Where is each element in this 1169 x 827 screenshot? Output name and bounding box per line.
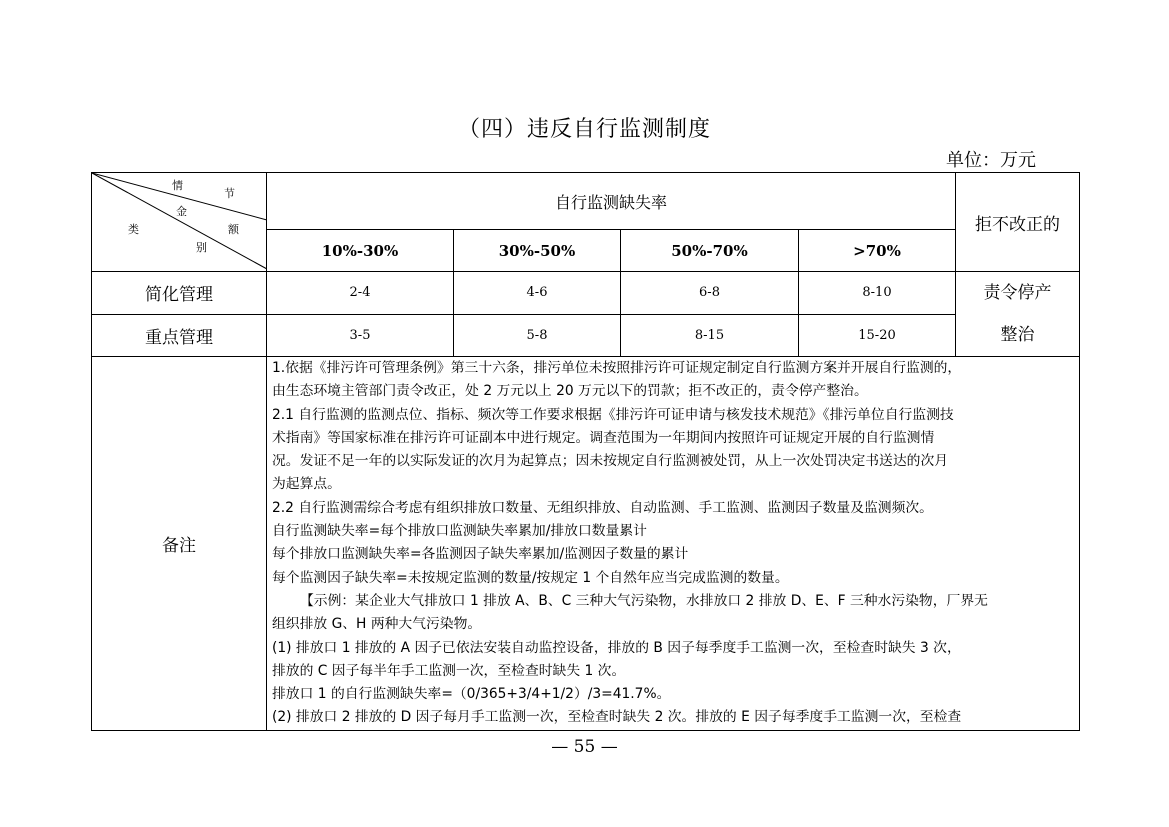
note-line: 术指南》等国家标准在排污许可证副本中进行规定。调查范围为一年期间内按照许可证规定开展的自行监测情 xyxy=(272,429,935,446)
note-line: (1) 排放口 1 排放的 A 因子已依法安装自动监控设备，排放的 B 因子每季度手工监测一次，至检查时缺失 3 次， xyxy=(272,639,961,656)
diagonal-header-cell xyxy=(92,173,267,272)
notes-content xyxy=(267,357,1080,731)
diag-label-e: 额 xyxy=(228,223,239,236)
diag-label-jin: 金 xyxy=(176,205,187,218)
note-line: 2.1 自行监测的监测点位、指标、频次等工作要求根据《排污许可证申请与核发技术规范》《排污单位自行监测技 xyxy=(272,406,954,423)
page-number: — 55 — xyxy=(551,737,618,757)
note-line: 每个排放口监测缺失率=各监测因子缺失率累加/监测因子数量的累计 xyxy=(272,546,689,563)
note-line: 为起算点。 xyxy=(272,476,341,493)
note-line: 组织排放 G、H 两种大气污染物。 xyxy=(272,616,482,633)
note-line: 排放口 1 的自行监测缺失率=（0/365+3/4+1/2）/3=41.7%。 xyxy=(272,686,671,703)
notes-label: 备注 xyxy=(92,357,267,731)
note-line: 1.依据《排污许可管理条例》第三十六条，排污单位未按照排污许可证规定制定自行监测方案并开展自行监测的， xyxy=(272,360,962,376)
range-header-2: 30%-50% xyxy=(454,230,621,272)
table-cell: 15-20 xyxy=(799,314,956,357)
refuse-result-cell xyxy=(956,272,1080,357)
unit-label: 单位：万元 xyxy=(946,150,1036,171)
note-line: 每个监测因子缺失率=未按规定监测的数量/按规定 1 个自然年应当完成监测的数量。 xyxy=(272,569,789,586)
note-line: 自行监测缺失率=每个排放口监测缺失率累加/排放口数量累计 xyxy=(272,523,647,540)
penalty-table xyxy=(91,172,1080,731)
note-line: 况。发证不足一年的以实际发证的次月为起算点；因未按规定自行监测被处罚，从上一次处罚决定书送达的次月 xyxy=(272,453,949,470)
note-line: 2.2 自行监测需综合考虑有组织排放口数量、无组织排放、自动监测、手工监测、监测因子数量及监测频次。 xyxy=(272,499,933,516)
row-label-simplified: 简化管理 xyxy=(92,272,267,315)
group-title: 自行监测缺失率 xyxy=(267,173,956,230)
note-line: 排放的 C 因子每半年手工监测一次，至检查时缺失 1 次。 xyxy=(272,662,626,679)
range-header-4: >70% xyxy=(799,230,956,272)
refuse-result-line1: 责令停产 xyxy=(983,283,1052,303)
table-cell: 8-15 xyxy=(621,314,799,357)
note-line: 【示例：某企业大气排放口 1 排放 A、B、C 三种大气污染物，水排放口 2 排放 D、E、F 三种水污染物，厂界无 xyxy=(300,592,988,609)
table-cell: 6-8 xyxy=(621,272,799,315)
refuse-result-line2: 整治 xyxy=(1000,325,1035,345)
table-cell: 3-5 xyxy=(267,314,454,357)
diag-label-bie: 别 xyxy=(196,241,207,254)
range-header-1: 10%-30% xyxy=(267,230,454,272)
note-line: (2) 排放口 2 排放的 D 因子每月手工监测一次，至检查时缺失 2 次。排放的 E 因子每季度手工监测一次，至检查 xyxy=(272,709,962,726)
table-cell: 2-4 xyxy=(267,272,454,315)
table-cell: 4-6 xyxy=(454,272,621,315)
row-label-key: 重点管理 xyxy=(92,314,267,357)
note-line: 由生态环境主管部门责令改正，处 2 万元以上 20 万元以下的罚款；拒不改正的，责令停产整治。 xyxy=(272,383,868,400)
refuse-header: 拒不改正的 xyxy=(956,173,1080,272)
diag-label-jie: 节 xyxy=(224,187,235,200)
diag-label-qing: 情 xyxy=(172,179,183,192)
range-header-3: 50%-70% xyxy=(621,230,799,272)
table-cell: 5-8 xyxy=(454,314,621,357)
diag-label-lei: 类 xyxy=(128,223,139,236)
table-cell: 8-10 xyxy=(799,272,956,315)
page-title: （四）违反自行监测制度 xyxy=(457,117,711,142)
